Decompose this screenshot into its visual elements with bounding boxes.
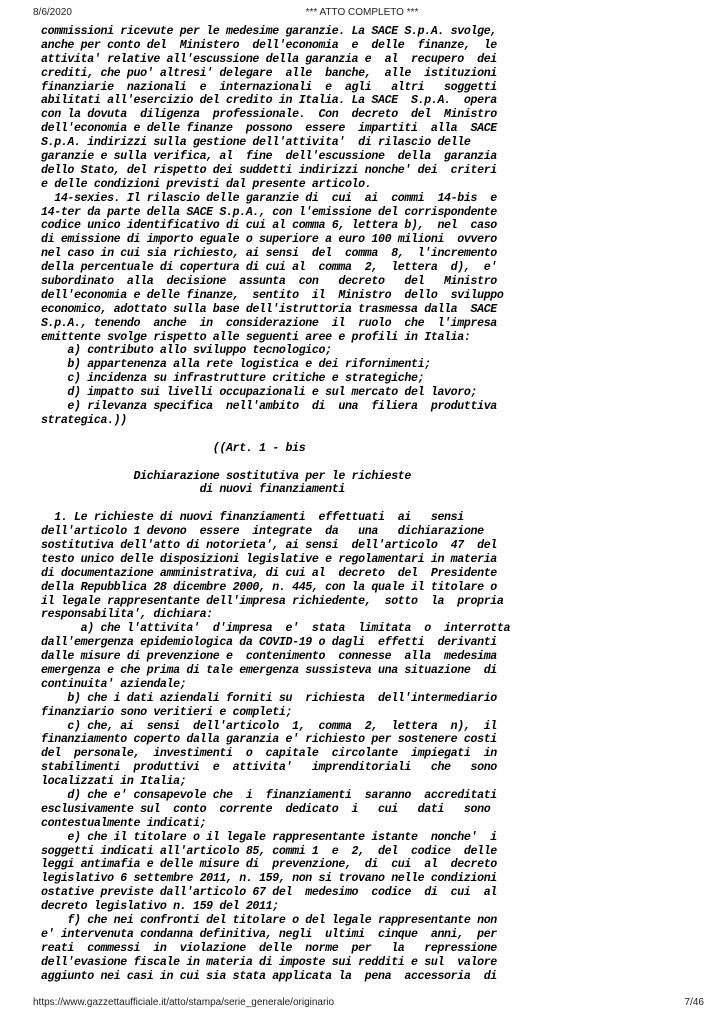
text-line: finanziario sono veritieri e completi; xyxy=(41,705,293,719)
text-line: il legale rappresentante dell'impresa richiedente, sotto la propria xyxy=(41,594,504,608)
text-line xyxy=(41,456,724,470)
text-line: dello Stato, del rispetto dei suddetti indirizzi nonche' dei criteri xyxy=(41,163,497,177)
print-title: *** ATTO COMPLETO *** xyxy=(305,7,419,18)
text-line: garanzie e sulla verifica, al fine dell'escussione della garanzia xyxy=(41,150,497,164)
text-line: f) che nei confronti del titolare o del legale rappresentante non xyxy=(41,914,497,927)
text-line: e' intervenuta condanna definitiva, negli ultimi cinque anni, per xyxy=(41,927,497,941)
text-line: dell'economia e delle finanze possono essere impartiti alla SACE xyxy=(41,122,497,136)
text-line: decreto legislativo n. 159 del 2011; xyxy=(41,900,279,914)
text-line: legislativo 6 settembre 2011, n. 159, non si trovano nelle condizioni xyxy=(41,872,497,886)
text-line: subordinato alla decisione assunta con decreto del Ministro xyxy=(41,275,497,289)
text-line: di emissione di importo eguale o superiore a euro 100 milioni ovvero xyxy=(41,233,497,247)
text-line: di nuovi finanziamenti xyxy=(41,483,345,497)
text-line: esclusivamente sul conto corrente dedicato i cui dati sono xyxy=(41,802,491,816)
text-line: dalle misure di prevenzione e contenimento connesse alla medesima xyxy=(41,650,497,664)
text-line: reati commessi in violazione delle norme per la repressione xyxy=(41,941,497,955)
text-line: con la dovuta diligenza professionale. Con decreto del Ministro xyxy=(41,108,497,122)
text-line: crediti, che puo' altresi' delegare alle banche, alle istituzioni xyxy=(41,66,497,80)
text-line: a) contributo allo sviluppo tecnologico; xyxy=(41,344,332,358)
text-line: abilitati all'esercizio del credito in Italia. La SACE S.p.A. opera xyxy=(41,94,497,108)
text-line: strategica.)) xyxy=(41,413,127,427)
text-line: emergenza e che prima di tale emergenza sussisteva una situazione di xyxy=(41,663,497,677)
text-line: c) incidenza su infrastrutture critiche e strategiche; xyxy=(41,372,425,386)
text-line: dell'articolo 1 devono essere integrate da una dichiarazione xyxy=(41,525,484,539)
text-line: 14-sexies. Il rilascio delle garanzie di cui ai commi 14-bis e xyxy=(41,191,497,205)
text-line: nel caso in cui sia richiesto, ai sensi del comma 8, l'incremento xyxy=(41,247,497,261)
text-line: ostative previste dall'articolo 67 del medesimo codice di cui al xyxy=(41,886,497,900)
text-line: d) impatto sui livelli occupazionali e sul mercato del lavoro; xyxy=(41,386,478,400)
text-line: S.p.A., tenendo anche in considerazione il ruolo che l'impresa xyxy=(41,316,497,330)
text-line: di documentazione amministrativa, di cui al decreto del Presidente xyxy=(41,566,497,580)
text-line: dall'emergenza epidemiologica da COVID-19 o dagli effetti derivanti xyxy=(41,636,497,650)
text-line: aggiunto nei casi in cui sia stata applicata la pena accessoria di xyxy=(41,969,497,983)
text-line: b) appartenenza alla rete logistica e dei rifornimenti; xyxy=(41,358,431,372)
text-line: d) che e' consapevole che i finanziamenti saranno accreditati xyxy=(41,788,497,802)
text-line: c) che, ai sensi dell'articolo 1, comma 2, lettera n), il xyxy=(41,719,497,733)
text-line: e) che il titolare o il legale rappresentante istante nonche' i xyxy=(41,830,497,844)
text-line: emittente svolge rispetto alle seguenti aree e profili in Italia: xyxy=(41,330,471,344)
text-line: continuita' aziendale; xyxy=(41,677,187,691)
text-line: anche per conto del Ministero dell'economia e delle finanze, le xyxy=(41,38,497,52)
text-line: sostitutiva dell'atto di notorieta', ai sensi dell'articolo 47 del xyxy=(41,538,497,552)
text-line: ((Art. 1 - bis xyxy=(41,441,306,455)
text-line xyxy=(41,497,724,511)
text-line: finanziamento coperto dalla garanzia e' richiesto per sostenere costi xyxy=(41,733,497,747)
text-line: della percentuale di copertura di cui al comma 2, lettera d), e' xyxy=(41,261,497,275)
text-line: testo unico delle disposizioni legislative e regolamentari in materia xyxy=(41,552,497,566)
text-line: localizzati in Italia; xyxy=(41,775,187,789)
text-line: della Repubblica 28 dicembre 2000, n. 445, con la quale il titolare o xyxy=(41,580,497,594)
text-line: finanziarie nazionali e internazionali e agli altri soggetti xyxy=(41,80,497,94)
text-line: economico, adottato sulla base dell'istruttoria trasmessa dalla SACE xyxy=(41,302,497,316)
text-line: commissioni ricevute per le medesime garanzie. La SACE S.p.A. svolge, xyxy=(41,25,497,38)
print-date: 8/6/2020 xyxy=(33,7,72,18)
text-line: 1. Le richieste di nuovi finanziamenti effettuati ai sensi xyxy=(41,511,464,525)
text-line xyxy=(41,428,724,442)
document-body xyxy=(41,25,724,983)
text-line: e delle condizioni previsti dal presente articolo. xyxy=(41,177,372,191)
text-line: Dichiarazione sostitutiva per le richieste xyxy=(41,469,412,483)
text-line: attivita' relative all'escussione della garanzia e al recupero dei xyxy=(41,52,497,66)
text-line: stabilimenti produttivi e attivita' imprenditoriali che sono xyxy=(41,761,497,775)
text-line: responsabilita', dichiara: xyxy=(41,608,213,622)
text-line: dell'economia e delle finanze, sentito il Ministro dello sviluppo xyxy=(41,288,504,302)
page-number: 7/46 xyxy=(684,997,704,1008)
text-line: e) rilevanza specifica nell'ambito di una filiera produttiva xyxy=(41,400,497,414)
text-line: soggetti indicati all'articolo 85, commi 1 e 2, del codice delle xyxy=(41,844,497,858)
text-line: del personale, investimenti o capitale circolante impiegati in xyxy=(41,747,497,761)
text-line: contestualmente indicati; xyxy=(41,816,207,830)
text-line: 14-ter da parte della SACE S.p.A., con l'emissione del corrispondente xyxy=(41,205,497,219)
text-line: dell'evasione fiscale in materia di imposte sui redditi e sul valore xyxy=(41,955,497,969)
text-line: leggi antimafia e delle misure di prevenzione, di cui al decreto xyxy=(41,858,497,872)
text-line: S.p.A. indirizzi sulla gestione dell'attivita' di rilascio delle xyxy=(41,136,471,150)
source-url[interactable]: https://www.gazzettaufficiale.it/atto/stampa/serie_generale/originario xyxy=(33,997,335,1008)
text-line: codice unico identificativo di cui al comma 6, lettera b), nel caso xyxy=(41,219,497,233)
text-line: b) che i dati aziendali forniti su richiesta dell'intermediario xyxy=(41,691,497,705)
text-line: a) che l'attivita' d'impresa e' stata limitata o interrotta xyxy=(41,622,511,636)
